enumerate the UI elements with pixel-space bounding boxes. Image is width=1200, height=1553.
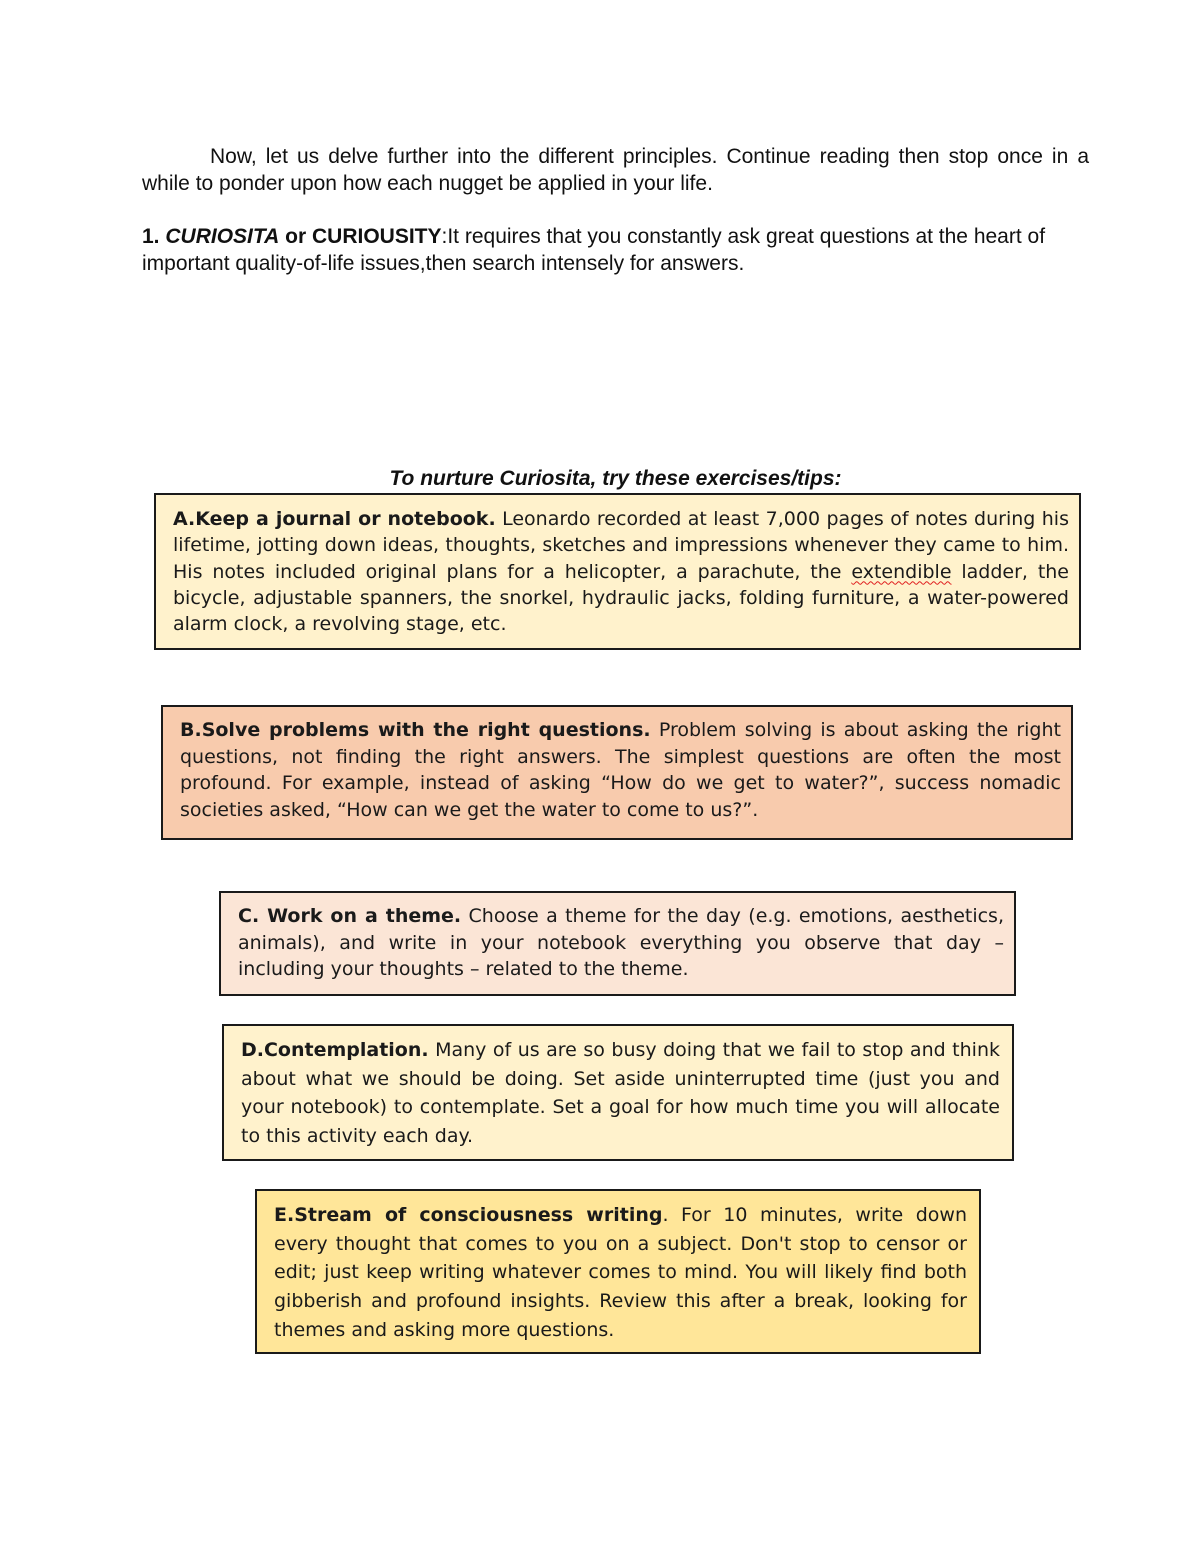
- tip-box-questions: [161, 705, 1073, 840]
- tip-body: . For 10 minutes, write down every thought that comes to you on a subject. Don't stop to censor or edit; just keep writing whatever comes to mind. You will likely find both gibberish and profound insights. Review this after a break, looking for themes and asking more questions.: [274, 1204, 967, 1341]
- tip-heading: B.Solve problems with the right questions.: [180, 719, 651, 741]
- principle-number: 1.: [142, 225, 160, 248]
- tip-body: ladder, the bicycle, adjustable spanners, the snorkel, hydraulic jacks, folding furniture, a water-powered alarm clock, a revolving stage, etc.: [173, 560, 1070, 636]
- tip-body: Leonardo recorded at least 7,000 pages of notes during his lifetime, jotting down ideas, thoughts, sketches and impressions whenever they came to him. His notes included original plans for a helicopter, a parachute, the: [173, 508, 1069, 583]
- tip-box-journal: [154, 493, 1081, 650]
- tip-heading: E.Stream of consciousness writing: [274, 1204, 663, 1226]
- tip-heading: D.Contemplation.: [241, 1039, 429, 1061]
- tip-heading: A.Keep a journal or notebook.: [173, 508, 496, 530]
- principle-paragraph: [142, 223, 1089, 277]
- tip-box-contemplation: [222, 1024, 1014, 1161]
- principle-name-en: CURIOUSITY: [312, 225, 442, 248]
- tip-box-stream-writing: [255, 1189, 981, 1354]
- principle-text: :It requires that you constantly ask great questions at the heart of important quality-of-life issues,then search intensely for answers.: [142, 225, 1046, 275]
- tip-heading: C. Work on a theme.: [238, 905, 462, 927]
- tip-body: Choose a theme for the day (e.g. emotions, aesthetics, animals), and write in your notebook everything you observe that day – including your thoughts – related to the theme.: [238, 905, 1004, 980]
- tip-box-theme: [219, 891, 1016, 996]
- tip-body: Problem solving is about asking the right questions, not finding the right answers. The simplest questions are often the most profound. For example, instead of asking “How do we get to water?”, success nomadic societies asked, “How can we get the water to come to us?”.: [180, 719, 1061, 821]
- tip-body: Many of us are so busy doing that we fail to stop and think about what we should be doing. Set aside uninterrupted time (just you and your notebook) to contemplate. Set a goal for how much time you will allocate to this activity each day.: [241, 1039, 1000, 1147]
- principle-connector: or: [285, 225, 307, 248]
- spellcheck-marked-word: extendible: [851, 560, 952, 583]
- tips-heading: To nurture Curiosita, try these exercises/tips:: [389, 467, 842, 490]
- principle-name: CURIOSITA: [165, 225, 280, 248]
- intro-paragraph: Now, let us delve further into the different principles. Continue reading then stop once in a while to ponder upon how each nugget be applied in your life.: [142, 145, 1089, 195]
